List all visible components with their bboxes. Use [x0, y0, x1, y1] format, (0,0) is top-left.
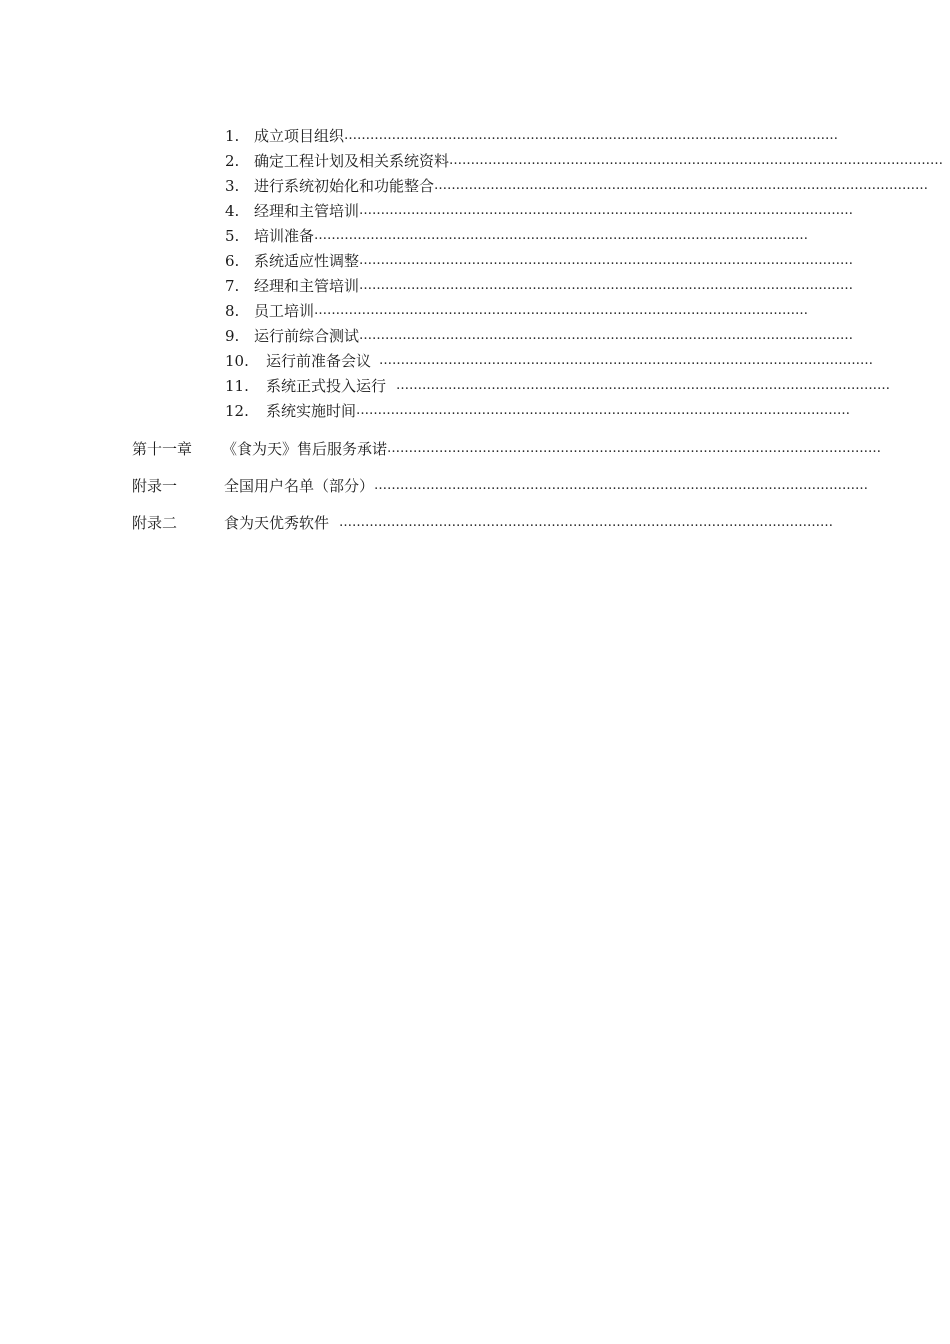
toc-subitem-label: 确定工程计划及相关系统资料 [254, 152, 450, 170]
toc-leader: …………………………………………………………………………………………………… [314, 228, 809, 243]
toc-subitem-label: 经理和主管培训 [254, 277, 360, 295]
toc-subitem[interactable] [225, 276, 854, 296]
toc-subitem[interactable] [225, 401, 851, 421]
toc-leader: …………………………………………………………………………………………………… [396, 378, 891, 393]
toc-subitem-number: 8. [225, 302, 240, 320]
toc-chapter-title: 全国用户名单（部分） [224, 477, 375, 495]
toc-subitem-number: 3. [225, 177, 240, 195]
toc-subitem-number: 11. [225, 377, 249, 395]
toc-subitem-number: 5. [225, 227, 240, 245]
toc-subitem-number: 6. [225, 252, 240, 270]
toc-chapter[interactable] [132, 513, 834, 533]
toc-subitem-number: 12. [225, 402, 249, 420]
toc-leader: …………………………………………………………………………………………………… [314, 303, 809, 318]
toc-chapter-title: 《食为天》售后服务承诺 [222, 440, 388, 458]
toc-subitem[interactable] [225, 176, 929, 196]
toc-leader: …………………………………………………………………………………………………… [339, 515, 834, 530]
toc-leader: …………………………………………………………………………………………………… [344, 128, 839, 143]
toc-chapter-title: 食为天优秀软件 [224, 514, 330, 532]
toc-chapter-label: 第十一章 [132, 440, 193, 458]
toc-leader: …………………………………………………………………………………………………… [449, 153, 944, 168]
toc-leader: …………………………………………………………………………………………………… [379, 353, 874, 368]
toc-subitem-label: 员工培训 [254, 302, 315, 320]
toc-subitem[interactable] [225, 226, 809, 246]
toc-leader: …………………………………………………………………………………………………… [359, 328, 854, 343]
toc-subitem-number: 2. [225, 152, 240, 170]
toc-leader: …………………………………………………………………………………………………… [387, 441, 882, 456]
toc-subitem-number: 7. [225, 277, 240, 295]
toc-chapter-label: 附录一 [132, 477, 178, 495]
toc-subitem-number: 4. [225, 202, 240, 220]
toc-subitem[interactable] [225, 126, 839, 146]
toc-subitem-number: 1. [225, 127, 240, 145]
toc-leader: …………………………………………………………………………………………………… [434, 178, 929, 193]
toc-subitem-label: 进行系统初始化和功能整合 [254, 177, 435, 195]
toc-subitem-label: 系统适应性调整 [254, 252, 360, 270]
toc-subitem-number: 9. [225, 327, 240, 345]
toc-subitem[interactable] [225, 326, 854, 346]
toc-subitem-label: 培训准备 [254, 227, 315, 245]
toc-leader: …………………………………………………………………………………………………… [356, 403, 851, 418]
toc-leader: …………………………………………………………………………………………………… [359, 253, 854, 268]
toc-leader: …………………………………………………………………………………………………… [374, 478, 869, 493]
toc-chapter[interactable] [132, 476, 869, 496]
toc-subitem-label: 成立项目组织 [254, 127, 345, 145]
toc-subitem-label: 系统实施时间 [266, 402, 357, 420]
toc-chapter[interactable] [132, 439, 882, 459]
toc-subitem-label: 经理和主管培训 [254, 202, 360, 220]
toc-subitem[interactable] [225, 251, 854, 271]
toc-subitem[interactable] [225, 201, 854, 221]
toc-subitem[interactable] [225, 351, 874, 371]
toc-subitem[interactable] [225, 301, 809, 321]
toc-subitem-label: 运行前准备会议 [266, 352, 372, 370]
toc-subitem-label: 运行前综合测试 [254, 327, 360, 345]
toc-subitem-number: 10. [225, 352, 249, 370]
toc-chapter-label: 附录二 [132, 514, 178, 532]
toc-subitem[interactable] [225, 376, 891, 396]
toc-leader: …………………………………………………………………………………………………… [359, 203, 854, 218]
toc-leader: …………………………………………………………………………………………………… [359, 278, 854, 293]
toc-subitem[interactable] [225, 151, 944, 171]
toc-subitem-label: 系统正式投入运行 [266, 377, 387, 395]
